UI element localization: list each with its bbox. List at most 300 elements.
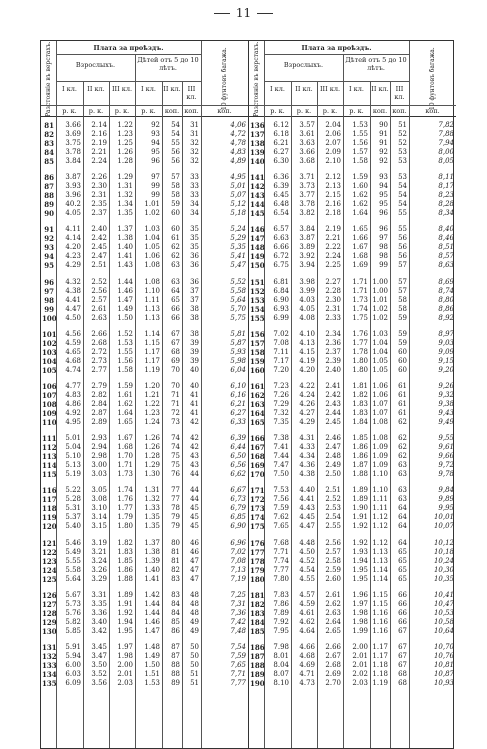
- fare-cell: 2.15: [325, 191, 341, 200]
- fare-cell: 35: [190, 234, 199, 243]
- fare-cell: 54: [398, 182, 407, 191]
- distance-header: Разстояніе въ верстахъ.: [253, 41, 260, 117]
- fare-cell: 1.14: [144, 329, 160, 338]
- fare-cell: 7.71: [273, 547, 289, 556]
- fare-cell: 75: [171, 452, 180, 461]
- distance-cell: 131: [42, 643, 57, 652]
- distance-cell: 178: [250, 556, 265, 566]
- fare-cell: 6.63: [273, 234, 289, 243]
- fare-cell: 4.71: [299, 670, 315, 678]
- fare-cell: 6,90: [230, 522, 246, 531]
- fare-cell: 2.87: [91, 409, 107, 417]
- fare-cell: 67: [171, 338, 180, 347]
- fare-cell: 4.41: [299, 495, 315, 504]
- fare-cell: 35: [190, 243, 199, 252]
- fare-cell: 10,01: [433, 513, 454, 522]
- distance-cell: 161: [250, 382, 265, 391]
- fare-cell: 5,18: [230, 209, 246, 218]
- fare-cell: 1.20: [144, 382, 160, 390]
- fare-cell: 5,24: [230, 225, 246, 234]
- fare-cell: 4.34: [299, 452, 315, 461]
- fare-cell: 1.53: [144, 679, 160, 687]
- fare-cell: 6.54: [273, 209, 289, 218]
- fare-cell: 7.98: [273, 643, 289, 651]
- fare-cell: 95: [151, 148, 160, 156]
- fare-cell: 1.74: [352, 304, 368, 313]
- fare-cell: 1.70: [117, 452, 133, 461]
- fare-cell: 65: [171, 295, 180, 304]
- fare-cell: 83: [171, 590, 180, 599]
- fare-cell: 9,72: [438, 461, 454, 470]
- fare-cell: 3.57: [299, 121, 315, 129]
- fare-cell: 1.88: [117, 574, 133, 583]
- unit-header: коп.: [372, 107, 388, 115]
- fare-cell: 5,64: [230, 295, 246, 304]
- fare-cell: 8.07: [273, 670, 289, 678]
- fare-cell: 3.45: [91, 643, 107, 651]
- fare-cell: 1.46: [144, 617, 160, 626]
- fare-cell: 60: [398, 365, 407, 374]
- fare-cell: 2.72: [91, 347, 107, 356]
- fare-cell: 1.17: [372, 643, 388, 651]
- fare-cell: 1.51: [144, 670, 160, 678]
- fare-cell: 8,63: [438, 261, 454, 270]
- distance-cell: 146: [250, 225, 265, 235]
- fare-cell: 35: [190, 225, 199, 234]
- fare-cell: 99: [151, 191, 160, 200]
- fare-cell: 32: [190, 157, 199, 165]
- fare-cell: 1.71: [352, 277, 368, 286]
- fare-cell: 2.45: [91, 243, 107, 252]
- fare-cell: 44: [190, 486, 199, 495]
- fare-cell: 7,94: [438, 139, 454, 147]
- fare-cell: 3.87: [65, 173, 81, 182]
- distance-cell: 132: [42, 652, 57, 661]
- fare-cell: 68: [398, 679, 407, 687]
- fare-cell: 2.31: [91, 191, 107, 200]
- fare-cell: 2.28: [325, 286, 341, 295]
- fare-cell: 51: [398, 121, 407, 129]
- fare-cell: 9,15: [438, 356, 454, 365]
- fare-cell: 4,72: [230, 130, 246, 138]
- fare-cell: 9,26: [438, 382, 454, 390]
- fare-cell: 6.09: [65, 679, 81, 687]
- fare-cell: 1.97: [117, 643, 133, 651]
- fare-cell: 42: [190, 434, 199, 443]
- fare-cell: 1.64: [117, 409, 133, 417]
- fare-cell: 1.50: [117, 313, 133, 322]
- distance-cell: 126: [42, 590, 57, 600]
- fare-cell: 6,04: [230, 365, 246, 374]
- fare-cell: 2.37: [91, 209, 107, 218]
- fare-cell: 4.29: [65, 261, 81, 270]
- fare-cell: 1.32: [144, 495, 160, 504]
- fare-cell: 6,79: [230, 504, 246, 513]
- fare-cell: 87: [171, 652, 180, 660]
- fare-cell: 2.70: [325, 679, 341, 687]
- fare-cell: 56: [398, 243, 407, 252]
- baggage-header: 10 фунтовъ багажа.: [429, 47, 436, 111]
- class-header: II кл.: [295, 85, 313, 93]
- fare-cell: 1.12: [372, 538, 388, 547]
- fare-cell: 1.99: [352, 626, 368, 635]
- fare-cell: 9,78: [438, 470, 454, 479]
- fare-cell: 5.82: [65, 617, 81, 626]
- fare-cell: 2.26: [91, 173, 107, 182]
- fare-cell: 3.14: [91, 513, 107, 522]
- fare-cell: 2.63: [91, 313, 107, 322]
- fare-cell: 4.65: [65, 347, 81, 356]
- fare-cell: 2.73: [91, 356, 107, 365]
- distance-cell: 107: [42, 391, 57, 400]
- fare-cell: 4.73: [299, 679, 315, 687]
- fare-cell: 67: [398, 643, 407, 651]
- fare-cell: 47: [190, 565, 199, 574]
- fare-cell: 60: [171, 225, 180, 234]
- fare-cell: 7,77: [230, 679, 246, 687]
- fare-cell: 4.45: [299, 513, 315, 522]
- distance-cell: 154: [250, 304, 265, 314]
- fare-cell: 1.16: [372, 608, 388, 617]
- fare-cell: 1.62: [352, 191, 368, 200]
- fare-cell: 1.26: [144, 434, 160, 443]
- fare-cell: 5.91: [65, 643, 81, 651]
- fare-cell: 5.04: [65, 443, 81, 452]
- fare-cell: 1.17: [144, 347, 160, 356]
- fare-cell: 79: [171, 513, 180, 522]
- fare-cell: 3.10: [91, 504, 107, 513]
- distance-cell: 190: [250, 679, 265, 688]
- fare-cell: 8,92: [438, 313, 454, 322]
- fare-cell: 1.48: [144, 643, 160, 651]
- fare-cell: 8,97: [438, 329, 454, 338]
- fare-cell: 1.21: [144, 391, 160, 399]
- fare-cell: 1.16: [372, 617, 388, 626]
- fare-cell: 3.26: [91, 565, 107, 574]
- fare-cell: 6.66: [273, 243, 289, 252]
- adults-header: Взрослыхъ.: [283, 61, 324, 69]
- fare-cell: 5.46: [65, 538, 81, 547]
- fare-cell: 83: [171, 574, 180, 583]
- fare-cell: 2.82: [91, 391, 107, 399]
- fare-cell: 7.20: [273, 365, 289, 374]
- distance-cell: 176: [250, 538, 265, 548]
- fare-cell: 6,16: [230, 391, 246, 399]
- fare-cell: 10,35: [433, 574, 454, 583]
- fare-cell: 7.59: [273, 504, 289, 513]
- fare-cell: 4.59: [299, 599, 315, 608]
- fare-cell: 1.80: [117, 522, 133, 531]
- fare-cell: 4.77: [65, 382, 81, 390]
- fare-cell: 84: [171, 608, 180, 617]
- fare-cell: 37: [190, 295, 199, 304]
- fare-cell: 1.16: [372, 626, 388, 635]
- fare-cell: 7.92: [273, 617, 289, 626]
- fare-cell: 80: [171, 538, 180, 547]
- fare-cell: 3.61: [299, 130, 315, 138]
- fare-cell: 1.78: [352, 347, 368, 356]
- distance-cell: 89: [44, 200, 54, 210]
- fare-cell: 6,56: [230, 461, 246, 470]
- fare-cell: 1.88: [352, 470, 368, 479]
- fare-cell: 1.14: [372, 565, 388, 574]
- fare-cell: 4.10: [299, 329, 315, 338]
- fare-cell: 39: [190, 356, 199, 365]
- distance-cell: 88: [44, 191, 54, 201]
- fare-cell: 74: [171, 434, 180, 443]
- dash-left: [214, 13, 230, 14]
- fare-cell: 3.87: [299, 234, 315, 243]
- fare-cell: 1.60: [352, 182, 368, 191]
- distance-cell: 87: [44, 182, 54, 192]
- fare-cell: 1.13: [144, 313, 160, 322]
- class-header: I кл.: [349, 85, 364, 93]
- fare-cell: 1.50: [144, 661, 160, 669]
- fare-cell: 6.72: [273, 252, 289, 261]
- fare-cell: 4.38: [65, 286, 81, 295]
- fare-cell: 5.10: [65, 452, 81, 461]
- fare-cell: 97: [151, 173, 160, 182]
- fare-cell: 1.33: [144, 504, 160, 513]
- fare-cell: 1.47: [117, 295, 133, 304]
- fare-cell: 1.58: [352, 157, 368, 165]
- fare-cell: 3.63: [299, 139, 315, 147]
- fare-cell: 10,18: [433, 547, 454, 556]
- fare-cell: 53: [398, 173, 407, 182]
- fare-cell: 5,52: [230, 277, 246, 286]
- fare-cell: 61: [398, 400, 407, 408]
- fare-cell: 78: [171, 504, 180, 513]
- fare-cell: 3.24: [91, 556, 107, 565]
- fare-cell: 2.49: [325, 461, 341, 470]
- fare-cell: 1.11: [144, 295, 160, 304]
- fare-cell: 1.83: [117, 547, 133, 556]
- fare-cell: 67: [398, 661, 407, 669]
- fare-cell: 6.18: [273, 130, 289, 138]
- fare-cell: 1.56: [352, 139, 368, 147]
- fare-cell: 5,98: [230, 356, 246, 365]
- fare-cell: 38: [190, 304, 199, 313]
- fare-cell: 65: [398, 565, 407, 574]
- fare-cell: 1.17: [144, 356, 160, 365]
- distance-cell: 111: [42, 434, 57, 444]
- fare-cell: 6.27: [273, 148, 289, 156]
- fare-cell: 2.03: [352, 679, 368, 687]
- fare-cell: 7.50: [273, 470, 289, 479]
- fare-cell: 2.42: [325, 391, 341, 399]
- fare-cell: 1.73: [352, 295, 368, 304]
- fare-cell: 1.15: [144, 338, 160, 347]
- distance-cell: 134: [42, 670, 57, 679]
- fare-cell: 1.08: [144, 261, 160, 270]
- fare-cell: 39: [190, 347, 199, 356]
- fare-cell: 7.83: [273, 590, 289, 599]
- fare-cell: 36: [190, 252, 199, 261]
- header-rule: [264, 105, 409, 106]
- fare-cell: 3.68: [299, 157, 315, 165]
- fare-cell: 1.47: [144, 626, 160, 635]
- fare-cell: 5.49: [65, 547, 81, 556]
- fare-cell: 63: [171, 277, 180, 286]
- fare-cell: 49: [190, 617, 199, 626]
- fare-cell: 5.55: [65, 556, 81, 565]
- unit-header: р. к.: [62, 107, 77, 115]
- fare-cell: 1.22: [144, 400, 160, 408]
- fare-cell: 48: [190, 590, 199, 599]
- fare-cell: 2.46: [325, 434, 341, 443]
- fare-cell: 1.86: [117, 565, 133, 574]
- distance-cell: 81: [44, 121, 54, 130]
- distance-cell: 168: [250, 452, 265, 462]
- fare-cell: 4.15: [299, 347, 315, 356]
- fare-cell: 1.11: [372, 495, 388, 504]
- fare-cell: 9,89: [438, 495, 454, 504]
- fare-cell: 1.10: [372, 470, 388, 479]
- fare-cell: 8.10: [273, 679, 289, 687]
- fare-cell: 2.13: [325, 182, 341, 191]
- distance-cell: 169: [250, 461, 265, 471]
- fare-cell: 53: [398, 148, 407, 156]
- fare-cell: 2.24: [91, 157, 107, 165]
- fare-cell: 70: [171, 365, 180, 374]
- fare-cell: 4.20: [65, 243, 81, 252]
- fare-cell: 71: [171, 391, 180, 399]
- fare-cell: 82: [171, 565, 180, 574]
- distance-cell: 163: [250, 400, 265, 409]
- distance-cell: 141: [250, 173, 265, 183]
- distance-cell: 102: [42, 338, 57, 348]
- fare-cell: 10,12: [433, 538, 454, 547]
- distance-cell: 106: [42, 382, 57, 391]
- fare-cell: 2.21: [325, 234, 341, 243]
- fare-cell: 8,11: [438, 173, 454, 182]
- fare-cell: 2.06: [325, 130, 341, 138]
- distance-cell: 98: [44, 295, 54, 305]
- distance-cell: 83: [44, 139, 54, 148]
- fare-cell: 1.97: [352, 599, 368, 608]
- unit-header: р. к.: [141, 107, 156, 115]
- distance-cell: 125: [42, 574, 57, 584]
- fare-cell: 3.21: [91, 547, 107, 556]
- fare-cell: 1.95: [117, 626, 133, 635]
- fare-cell: 1.23: [144, 409, 160, 417]
- fare-cell: 1.49: [144, 652, 160, 660]
- fare-cell: 4.48: [299, 538, 315, 547]
- fare-cell: 1.05: [372, 365, 388, 374]
- fare-cell: 5,29: [230, 234, 246, 243]
- fare-cell: 1.83: [352, 400, 368, 408]
- fare-cell: 2.39: [325, 356, 341, 365]
- distance-cell: 152: [250, 286, 265, 296]
- fare-cell: 2.25: [325, 261, 341, 270]
- fare-cell: 4.32: [65, 277, 81, 286]
- fare-cell: 8.01: [273, 652, 289, 660]
- fare-cell: 1.15: [372, 599, 388, 608]
- fare-cell: 8,40: [438, 225, 454, 234]
- distance-cell: 101: [42, 329, 57, 339]
- fare-cell: 1.30: [144, 470, 160, 479]
- distance-cell: 105: [42, 365, 57, 375]
- fare-cell: 4.47: [299, 522, 315, 531]
- fare-cell: 2.93: [91, 434, 107, 443]
- fare-cell: 1.83: [352, 409, 368, 417]
- fare-cell: 1.85: [352, 434, 368, 443]
- distance-cell: 127: [42, 599, 57, 609]
- fare-cell: 7.26: [273, 391, 289, 399]
- fare-cell: 2.16: [325, 200, 341, 209]
- fare-cell: 4.54: [299, 565, 315, 574]
- fare-cell: 7.35: [273, 418, 289, 426]
- fare-cell: 55: [171, 139, 180, 147]
- distance-cell: 165: [250, 418, 265, 427]
- fare-cell: 1.06: [372, 382, 388, 390]
- fare-cell: 3.92: [299, 252, 315, 261]
- fare-cell: 9,95: [438, 504, 454, 513]
- fare-cell: 7.29: [273, 400, 289, 408]
- fare-cell: 96: [379, 225, 388, 234]
- fare-cell: 1.07: [372, 400, 388, 408]
- unit-header: р. к.: [270, 107, 285, 115]
- fare-cell: 1.71: [352, 286, 368, 295]
- fare-cell: 1.11: [372, 504, 388, 513]
- fare-cell: 56: [398, 234, 407, 243]
- fare-cell: 2.48: [325, 452, 341, 461]
- fare-cell: 1.75: [352, 313, 368, 322]
- fare-cell: 3.29: [91, 574, 107, 583]
- unit-header: коп.: [217, 107, 232, 115]
- fare-cell: 1.55: [352, 130, 368, 138]
- fare-cell: 1.09: [372, 461, 388, 470]
- fare-cell: 54: [398, 191, 407, 200]
- distance-cell: 145: [250, 209, 265, 219]
- fare-cell: 4.74: [65, 365, 81, 374]
- fare-cell: 67: [398, 652, 407, 660]
- fare-cell: 3.08: [91, 495, 107, 504]
- fare-cell: 5.01: [65, 434, 81, 443]
- fare-cell: 10,76: [433, 652, 454, 660]
- fare-cell: 2.59: [325, 565, 341, 574]
- fare-cell: 1.19: [372, 679, 388, 687]
- fare-cell: 2.07: [325, 139, 341, 147]
- fare-cell: 66: [171, 313, 180, 322]
- distance-cell: 119: [42, 513, 57, 523]
- unit-header: коп.: [425, 107, 440, 115]
- fare-cell: 5.76: [65, 608, 81, 617]
- fare-cell: 44: [190, 470, 199, 479]
- fare-cell: 8,51: [438, 243, 454, 252]
- fare-cell: 5,35: [230, 243, 246, 252]
- class-header: III кл.: [186, 85, 197, 101]
- fare-cell: 1.28: [117, 157, 133, 165]
- fare-cell: 54: [171, 121, 180, 129]
- fare-cell: 1.31: [117, 182, 133, 191]
- fare-cell: 81: [171, 556, 180, 565]
- fare-cell: 4.36: [299, 461, 315, 470]
- fare-cell: 97: [379, 234, 388, 243]
- fare-cell: 2.19: [91, 139, 107, 147]
- distance-cell: 156: [250, 329, 265, 339]
- fare-cell: 3.78: [299, 200, 315, 209]
- fare-cell: 59: [398, 338, 407, 347]
- fare-cell: 65: [398, 574, 407, 583]
- fare-cell: 8,00: [438, 148, 454, 156]
- fare-cell: 1.05: [144, 243, 160, 252]
- fare-cell: 9,61: [438, 443, 454, 452]
- fare-cell: 1.02: [372, 313, 388, 322]
- fare-cell: 4.19: [299, 356, 315, 365]
- baggage-header: 10 фунтовъ багажа.: [221, 47, 228, 111]
- fare-cell: 44: [190, 495, 199, 504]
